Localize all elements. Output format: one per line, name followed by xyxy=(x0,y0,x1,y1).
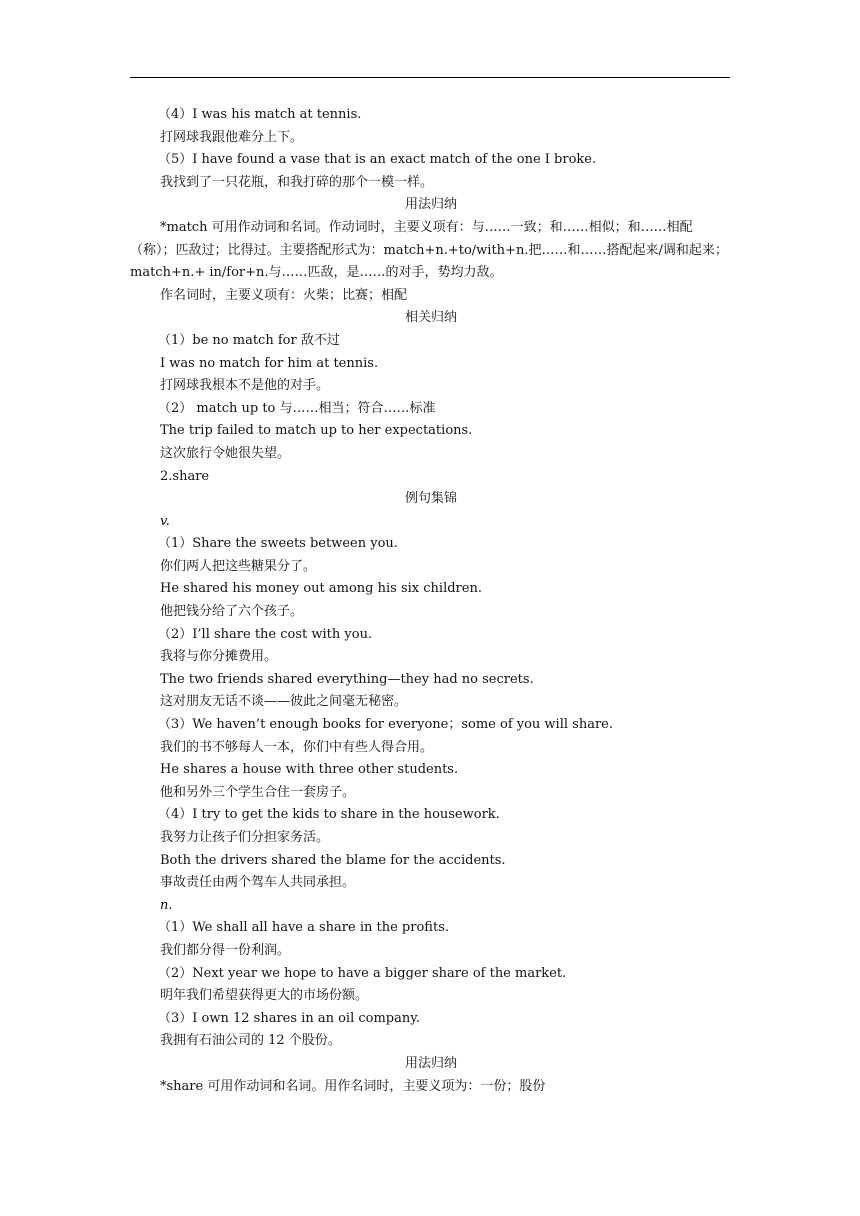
example-line: （3）I own 12 shares in an oil company. xyxy=(158,1010,420,1026)
example-line: （2）I’ll share the cost with you. xyxy=(158,626,373,642)
word-heading: 2.share xyxy=(160,468,210,484)
example-line: （4）I try to get the kids to share in the housework. xyxy=(158,807,500,823)
translation-line: 他和另外三个学生合住一套房子。 xyxy=(160,784,356,800)
example-line: Both the drivers shared the blame for the accidents. xyxy=(160,852,506,868)
translation-line: 明年我们希望获得更大的市场份额。 xyxy=(160,988,369,1004)
example-line: （1）We shall all have a share in the profits. xyxy=(158,920,449,936)
example-line: （3）We haven’t enough books for everyone；some of you will share. xyxy=(158,717,614,733)
example-line: The trip failed to match up to her expectations. xyxy=(160,423,473,439)
translation-line: 我拥有石油公司的 12 个股份。 xyxy=(160,1033,341,1049)
example-line: （5）I have found a vase that is an exact match of the one I broke. xyxy=(158,152,597,168)
translation-line: 打网球我根本不是他的对手。 xyxy=(160,378,330,394)
phrase-line: （1）be no match for 敌不过 xyxy=(158,332,340,348)
section-heading: 例句集锦 xyxy=(404,491,457,507)
example-line: I was no match for him at tennis. xyxy=(160,355,379,371)
example-line: He shared his money out among his six children. xyxy=(160,581,482,597)
part-of-speech-label: n. xyxy=(160,897,173,913)
phrase-line: （2） match up to 与……相当；符合……标准 xyxy=(158,400,436,416)
translation-line: 我努力让孩子们分担家务活。 xyxy=(160,830,330,845)
usage-paragraph: *match 可用作动词和名词。作动词时，主要义项有：与……一致；和……相似；和……相配（称）；匹敌过；比得过。主要搭配形式为：match+n.+to/with+n.把……和……搭配起来/调和起来；match+n.+ in/for+n.与……匹敌，是……的对手，势均力敌。 xyxy=(130,219,728,281)
header-rule xyxy=(130,77,730,78)
section-heading: 相关归纳 xyxy=(404,310,457,326)
translation-line: 这对朋友无话不谈——彼此之间毫无秘密。 xyxy=(160,694,408,710)
part-of-speech xyxy=(160,895,732,918)
part-of-speech xyxy=(160,511,732,534)
usage-line: 作名词时，主要义项有：火柴；比赛；相配 xyxy=(160,287,408,303)
translation-line: 你们两人把这些糖果分了。 xyxy=(160,558,317,574)
translation-line: 我们都分得一份利润。 xyxy=(160,942,291,958)
example-line: The two friends shared everything—they had no secrets. xyxy=(160,671,534,687)
translation-line: 这次旅行令她很失望。 xyxy=(160,445,291,461)
example-line: He shares a house with three other students. xyxy=(160,762,459,778)
translation-line: 我将与你分摊费用。 xyxy=(160,649,278,665)
part-of-speech-label: v. xyxy=(160,513,170,529)
translation-line: 我们的书不够每人一本，你们中有些人得合用。 xyxy=(160,739,434,755)
section-heading: 用法归纳 xyxy=(404,1055,457,1071)
section-heading: 用法归纳 xyxy=(404,197,457,213)
example-line: （1）Share the sweets between you. xyxy=(158,536,398,552)
document-body xyxy=(130,104,732,1098)
translation-line: 我找到了一只花瓶，和我打碎的那个一模一样。 xyxy=(160,174,434,190)
example-line: （2）Next year we hope to have a bigger share of the market. xyxy=(158,965,567,981)
usage-line: *share 可用作动词和名词。用作名词时，主要义项为：一份；股份 xyxy=(160,1078,546,1094)
translation-line: 事故责任由两个驾车人共同承担。 xyxy=(160,875,356,891)
translation-line: 他把钱分给了六个孩子。 xyxy=(160,604,304,620)
translation-line: 打网球我跟他难分上下。 xyxy=(160,129,304,145)
example-line: （4）I was his match at tennis. xyxy=(158,107,362,122)
